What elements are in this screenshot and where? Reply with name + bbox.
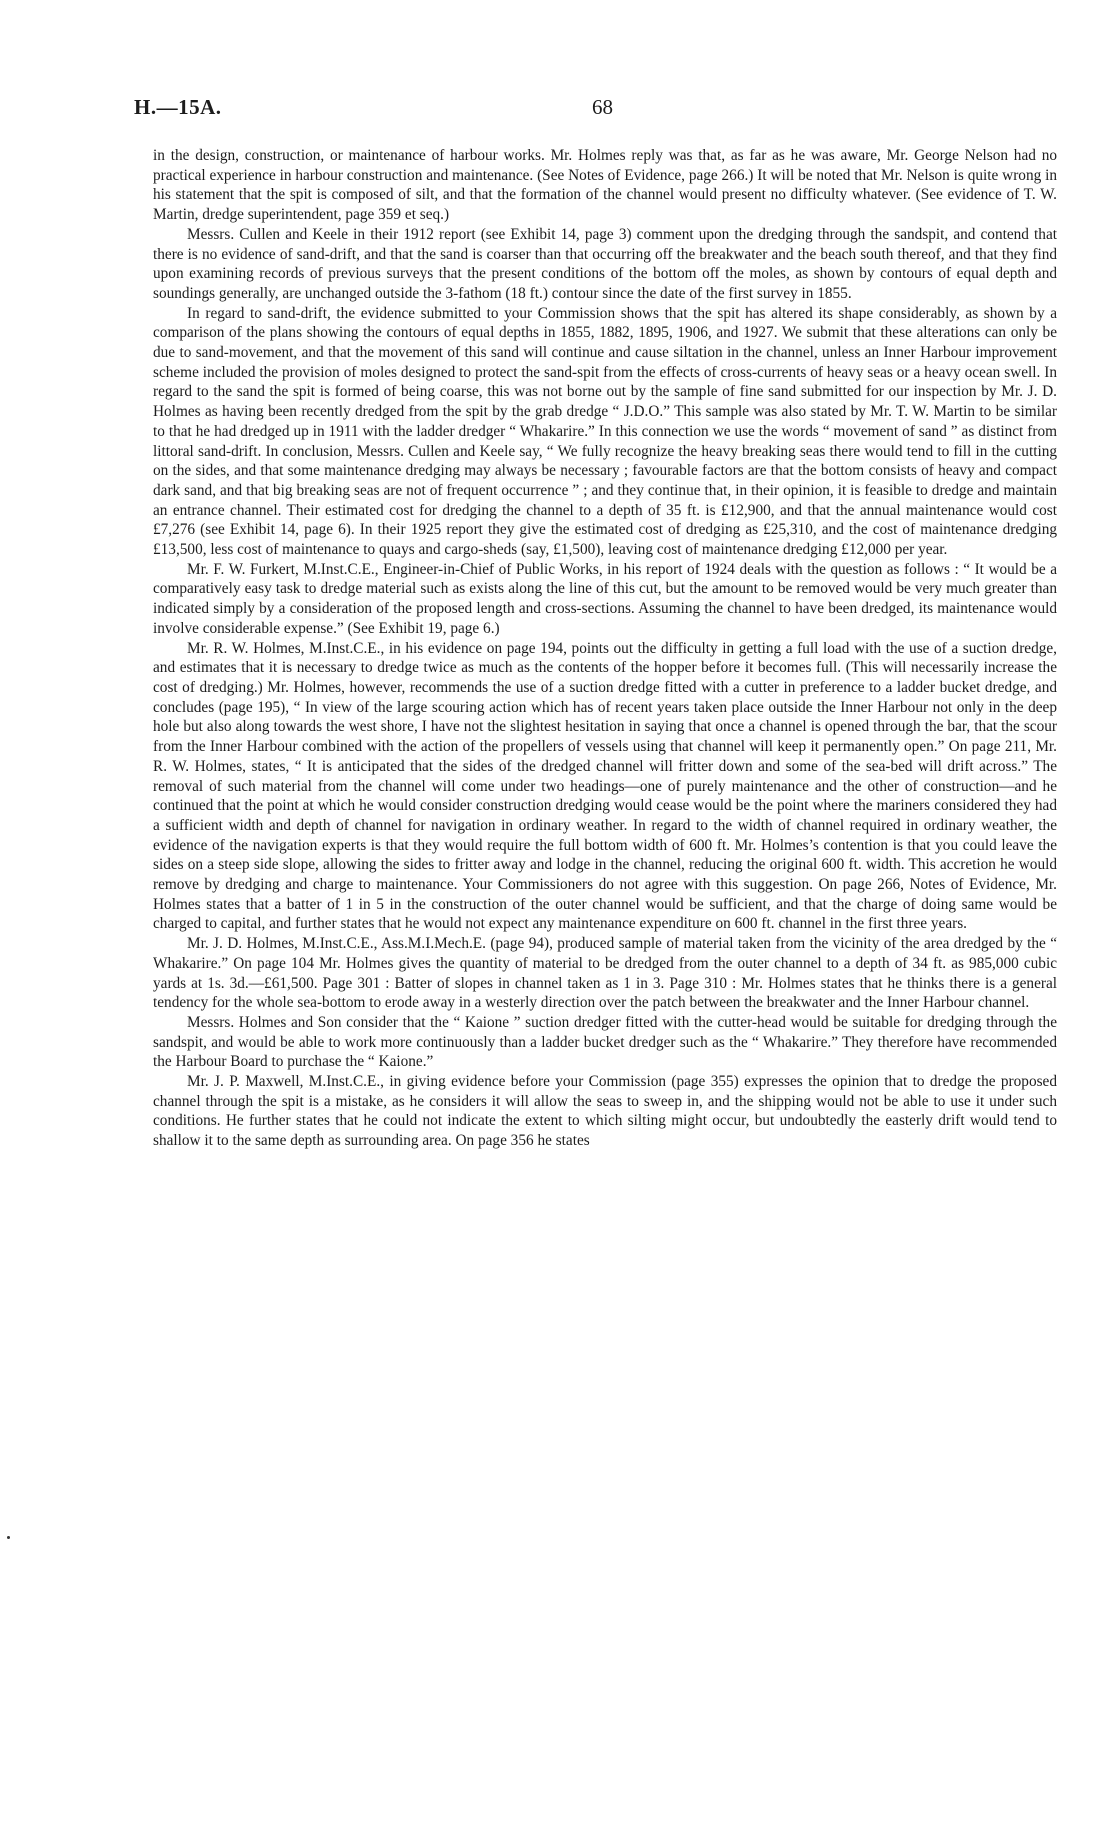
page-number: 68 xyxy=(592,95,613,119)
document-reference: H.—15A. xyxy=(134,95,222,119)
paragraph-sand-drift: In regard to sand-drift, the evidence submitted to your Commission shows that the spit has altered its shape considerably, as shown by a comparison of the plans showing the contours of equal depths in 1855, 1882, 1895, 1906, and 1927. We submit that these alterations can only be due to sand-movement, and that the movement of this sand will continue and cause siltation in the channel, unless an Inner Harbour improvement scheme included the provision of moles designed to protect the sand-spit from the effects of cross-currents of heavy seas or a heavy ocean swell. In regard to the sand the spit is formed of being coarse, this was not borne out by the sample of fine sand submitted for our inspection by Mr. J. D. Holmes as having been recently dredged from the spit by the grab dredge “ J.D.O.” This sample was also stated by Mr. T. W. Martin to be similar to that he had dredged up in 1911 with the ladder dredger “ Whakarire.” In this connection we use the words “ movement of sand ” as distinct from littoral sand-drift. In conclusion, Messrs. Cullen and Keele say, “ We fully recognize the heavy breaking seas there would tend to fill in the cutting on the sides, and that some maintenance dredging may always be necessary ; favourable factors are that the bottom consists of heavy and compact dark sand, and that big breaking seas are not of frequent occurrence ” ; and they continue that, in their opinion, it is feasible to dredge and maintain an entrance channel. Their estimated cost for dredging the channel to a depth of 35 ft. is £12,900, and that the annual maintenance would cost £7,276 (see Exhibit 14, page 6). In their 1925 report they give the estimated cost of dredging as £25,310, and the cost of maintenance dredging £13,500, less cost of maintenance to quays and cargo-sheds (say, £1,500), leaving cost of maintenance dredging £12,000 per year. xyxy=(153,304,1057,559)
paragraph-j-d-holmes: Mr. J. D. Holmes, M.Inst.C.E., Ass.M.I.Mech.E. (page 94), produced sample of material taken from the vicinity of the area dredged by the “ Whakarire.” On page 104 Mr. Holmes gives the quantity of material to be dredged from the outer channel to a depth of 34 ft. as 985,000 cubic yards at 1s. 3d.—£61,500. Page 301 : Batter of slopes in channel taken as 1 in 3. Page 310 : Mr. Holmes states that he thinks there is a general tendency for the whole sea-bottom to erode away in a westerly direction over the patch between the breakwater and the Inner Harbour channel. xyxy=(153,935,1057,1012)
paragraph-cullen-keele: Messrs. Cullen and Keele in their 1912 report (see Exhibit 14, page 3) comment upon the dredging through the sandspit, and contend that there is no evidence of sand-drift, and that the sand is coarser than that occurring off the breakwater and the beach south thereof, and that they find upon examining records of previous surveys that the present conditions of the bottom off the moles, as shown by contours of equal depth and soundings generally, are unchanged outside the 3-fathom (18 ft.) contour since the date of the first survey in 1855. xyxy=(153,225,1057,302)
paragraph-holmes-and-son: Messrs. Holmes and Son consider that the “ Kaione ” suction dredger fitted with the cutter-head would be suitable for dredging through the sandspit, and would be able to work more continuously than a ladder bucket dredger such as the “ Whakarire.” They therefore have recommended the Harbour Board to purchase the “ Kaione.” xyxy=(153,1013,1057,1071)
paragraph-maxwell: Mr. J. P. Maxwell, M.Inst.C.E., in giving evidence before your Commission (page 355) expresses the opinion that to dredge the proposed channel through the spit is a mistake, as he considers it will allow the seas to sweep in, and the shipping would not be able to use it under such conditions. He further states that he could not indicate the extent to which silting might occur, but undoubtedly the easterly drift would tend to shallow it to the same depth as surrounding area. On page 356 he states xyxy=(153,1073,1057,1150)
paragraph-continuation: in the design, construction, or maintenance of harbour works. Mr. Holmes reply was that, as far as he was aware, Mr. George Nelson had no practical experience in harbour construction and maintenance. (See Notes of Evidence, page 266.) It will be noted that Mr. Nelson is quite wrong in his statement that the spit is composed of silt, and that the formation of the channel would present no difficulty whatever. (See evidence of T. W. Martin, dredge superintendent, page 359 et seq.) xyxy=(153,147,1057,224)
body-text xyxy=(153,146,1057,1151)
paragraph-r-w-holmes: Mr. R. W. Holmes, M.Inst.C.E., in his evidence on page 194, points out the difficulty in getting a full load with the use of a suction dredge, and estimates that it is necessary to dredge twice as much as the contents of the hopper before it becomes full. (This will necessarily increase the cost of dredging.) Mr. Holmes, however, recommends the use of a suction dredge fitted with a cutter in preference to a ladder bucket dredge, and concludes (page 195), “ In view of the large scouring action which has of recent years taken place outside the Inner Harbour not only in the deep hole but also along towards the west shore, I have not the slightest hesitation in saying that once a channel is opened through the bar, that the scour from the Inner Harbour combined with the action of the propellers of vessels using that channel will keep it permanently open.” On page 211, Mr. R. W. Holmes, states, “ It is anticipated that the sides of the dredged channel will fritter down and some of the sea-bed will drift across.” The removal of such material from the channel will come under two headings—one of purely maintenance and the other of construction—and he continued that the point at which he would consider construction dredging would cease would be the point where the mariners considered they had a sufficient width and depth of channel for navigation in ordinary weather. In regard to the width of channel required in ordinary weather, the evidence of the navigation experts is that they would require the full bottom width of 600 ft. Mr. Holmes’s contention is that you could leave the sides on a steep side slope, allowing the sides to fritter away and lodge in the channel, reducing the original 600 ft. width. This accretion he would remove by dredging and charge to maintenance. Your Commissioners do not agree with this suggestion. On page 266, Notes of Evidence, Mr. Holmes states that a batter of 1 in 5 in the construction of the outer channel would be sufficient, and that the charge of doing same would be charged to capital, and further states that he would not expect any maintenance expenditure on 600 ft. channel in the first three years. xyxy=(153,639,1057,933)
margin-mark xyxy=(7,1536,10,1539)
page-header xyxy=(134,95,1062,125)
paragraph-furkert: Mr. F. W. Furkert, M.Inst.C.E., Engineer-in-Chief of Public Works, in his report of 1924 deals with the question as follows : “ It would be a comparatively easy task to dredge material such as exists along the line of this cut, but the amount to be removed would be very much greater than indicated simply by a consideration of the proposed length and cross-sections. Assuming the channel to have been dredged, its maintenance would involve considerable expense.” (See Exhibit 19, page 6.) xyxy=(153,560,1057,637)
